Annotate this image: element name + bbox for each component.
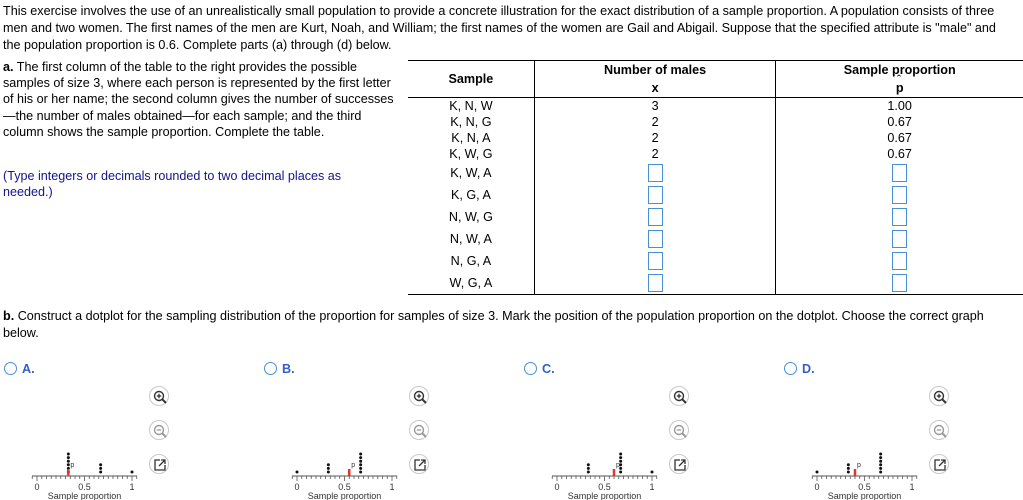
phat-symbol: ˆ p <box>896 81 904 95</box>
cell-sample: N, G, A <box>408 250 534 272</box>
cell-sample: N, W, A <box>408 228 534 250</box>
external-link-button[interactable] <box>409 454 429 474</box>
cell-x <box>534 184 776 206</box>
dot <box>879 453 882 456</box>
cell-p <box>776 184 1023 206</box>
option-label: C. <box>542 362 555 376</box>
tick-label: 0.5 <box>598 482 611 492</box>
sample-table <box>408 60 1023 295</box>
cell-sample: K, G, A <box>408 184 534 206</box>
cell-p <box>776 206 1023 228</box>
part-b-label: b. <box>3 309 15 323</box>
table-row <box>408 272 1023 295</box>
part-a-hint: (Type integers or decimals rounded to two decimal places as needed.) <box>3 169 342 200</box>
dot <box>619 456 622 459</box>
marker-label: p <box>857 462 861 469</box>
tick-label: 0.5 <box>338 482 351 492</box>
dot <box>651 471 654 474</box>
cell-sample: K, N, G <box>408 114 534 130</box>
option-a[interactable] <box>4 362 35 376</box>
table-row <box>408 206 1023 228</box>
part-b-instructions <box>3 308 1021 342</box>
dot <box>327 463 330 466</box>
table-row <box>408 228 1023 250</box>
radio-button[interactable] <box>784 362 797 375</box>
zoom-out-button[interactable] <box>149 420 169 440</box>
answer-input-x[interactable] <box>648 164 663 182</box>
intro-line: This exercise involves the use of an unrealistically small population to provide a concrete illustration for the exact distribution of a sample proportion. A population consists of three <box>3 4 995 18</box>
cell-sample: K, N, A <box>408 130 534 146</box>
external-link-button[interactable] <box>669 454 689 474</box>
radio-button[interactable] <box>4 362 17 375</box>
tick-label: 0 <box>294 482 300 492</box>
dot <box>359 456 362 459</box>
table-row <box>408 162 1023 184</box>
tick-label: 0.5 <box>858 482 871 492</box>
zoom-out-icon <box>412 423 428 439</box>
tick-label: 1 <box>129 482 135 492</box>
part-a-text: The first column of the table to the right provides the possible samples of size 3, where each person is represented by the first letter of his or her name; the second column gives the number of successes—the number of males obtained—for each sample; and the third column shows the sample proportion. Complete the table. <box>3 60 394 139</box>
cell-x: 2 <box>534 146 776 162</box>
dot <box>359 463 362 466</box>
table-row <box>408 146 1023 162</box>
external-link-icon <box>412 457 428 473</box>
tick-label: 0.5 <box>78 482 91 492</box>
external-link-icon <box>932 457 948 473</box>
zoom-out-button[interactable] <box>409 420 429 440</box>
marker-label: p <box>70 462 75 469</box>
intro-text <box>3 3 1023 54</box>
answer-input-x[interactable] <box>648 230 663 248</box>
option-label: B. <box>282 362 295 376</box>
part-b-text: Construct a dotplot for the sampling distribution of the proportion for samples of size 3. Mark the position of the population proportion on the dotplot. Choose the correct graph below. <box>3 309 984 340</box>
dot <box>67 456 70 459</box>
zoom-out-icon <box>932 423 948 439</box>
cell-x <box>534 250 776 272</box>
dot <box>879 471 882 474</box>
intro-line: the population proportion is 0.6. Complete parts (a) through (d) below. <box>3 38 392 52</box>
radio-button[interactable] <box>264 362 277 375</box>
cell-p: 1.00 <box>887 99 912 113</box>
part-a-instructions <box>3 59 398 140</box>
dot <box>327 471 330 474</box>
table-row <box>408 184 1023 206</box>
dot <box>816 471 819 474</box>
option-label: D. <box>802 362 815 376</box>
tick-label: 1 <box>389 482 395 492</box>
zoom-out-button[interactable] <box>669 420 689 440</box>
dot <box>879 467 882 470</box>
x-axis-label: Sample proportion <box>567 491 642 500</box>
external-link-button[interactable] <box>149 454 169 474</box>
cell-x: 2 <box>534 130 776 146</box>
zoom-in-icon <box>932 389 948 405</box>
dot <box>99 471 102 474</box>
cell-p: 0.67 <box>887 147 912 161</box>
dot <box>879 463 882 466</box>
dot <box>847 467 850 470</box>
table-row <box>408 130 1023 146</box>
external-link-icon <box>152 457 168 473</box>
option-b[interactable] <box>264 362 295 376</box>
col-subheader-x: x <box>534 78 776 98</box>
zoom-in-icon <box>672 389 688 405</box>
dot <box>131 471 134 474</box>
table-row <box>408 250 1023 272</box>
answer-input-p[interactable] <box>892 252 907 270</box>
dot <box>587 463 590 466</box>
answer-input-p[interactable] <box>892 186 907 204</box>
tick-label: 1 <box>909 482 915 492</box>
option-d[interactable] <box>784 362 815 376</box>
tick-label: 0 <box>34 482 40 492</box>
zoom-out-icon <box>152 423 168 439</box>
dot <box>879 456 882 459</box>
option-label: A. <box>22 362 35 376</box>
dot <box>847 471 850 474</box>
cell-x: 2 <box>534 114 776 130</box>
answer-input-p[interactable] <box>892 230 907 248</box>
marker-label: p <box>351 462 356 469</box>
option-c[interactable] <box>524 362 555 376</box>
col-subheader-phat <box>776 78 1023 98</box>
answer-input-x[interactable] <box>648 274 663 292</box>
cell-sample: K, N, W <box>408 98 534 115</box>
dot <box>587 471 590 474</box>
dot <box>327 467 330 470</box>
external-link-button[interactable] <box>929 454 949 474</box>
cell-x <box>534 228 776 250</box>
dot <box>847 463 850 466</box>
cell-p <box>776 162 1023 184</box>
tick-label: 0 <box>814 482 820 492</box>
cell-p <box>776 250 1023 272</box>
x-axis-label: Sample proportion <box>307 491 382 500</box>
answer-input-x[interactable] <box>648 252 663 270</box>
cell-p: 0.67 <box>887 131 912 145</box>
zoom-in-button[interactable] <box>149 386 169 406</box>
dot <box>99 463 102 466</box>
tick-label: 1 <box>649 482 655 492</box>
dotplot <box>264 420 404 500</box>
cell-sample: N, W, G <box>408 206 534 228</box>
answer-input-x[interactable] <box>648 208 663 226</box>
cell-p: 0.67 <box>887 115 912 129</box>
dotplot <box>4 420 144 500</box>
table-row <box>408 98 1023 115</box>
dot <box>296 471 299 474</box>
dot <box>587 467 590 470</box>
cell-x <box>534 206 776 228</box>
tick-label: 0 <box>554 482 560 492</box>
zoom-out-button[interactable] <box>929 420 949 440</box>
radio-button[interactable] <box>524 362 537 375</box>
dot <box>359 453 362 456</box>
dot <box>67 453 70 456</box>
dot <box>359 460 362 463</box>
table-row <box>408 114 1023 130</box>
cell-sample: K, W, A <box>408 162 534 184</box>
dotplot <box>784 420 924 500</box>
marker-label: p <box>616 462 620 469</box>
cell-x: 3 <box>534 98 776 115</box>
dot <box>619 453 622 456</box>
dotplot <box>524 420 664 500</box>
answer-input-p[interactable] <box>892 164 907 182</box>
dot <box>359 471 362 474</box>
answer-input-p[interactable] <box>892 274 907 292</box>
zoom-in-icon <box>412 389 428 405</box>
intro-line: men and two women. The first names of the men are Kurt, Noah, and William; the first names of the women are Gail and Abigail. Suppose that the specified attribute is "male" and <box>3 21 996 35</box>
cell-x <box>534 162 776 184</box>
zoom-in-button[interactable] <box>409 386 429 406</box>
col-header-sample: Sample <box>408 61 534 98</box>
col-header-proportion: Sample proportion <box>843 62 956 77</box>
cell-p <box>776 228 1023 250</box>
zoom-in-button[interactable] <box>669 386 689 406</box>
zoom-out-icon <box>672 423 688 439</box>
external-link-icon <box>672 457 688 473</box>
x-axis-label: Sample proportion <box>827 491 902 500</box>
cell-x <box>534 272 776 295</box>
cell-p <box>776 272 1023 295</box>
cell-sample: K, W, G <box>408 146 534 162</box>
col-header-males: Number of males <box>534 61 776 79</box>
x-axis-label: Sample proportion <box>47 491 122 500</box>
answer-input-p[interactable] <box>892 208 907 226</box>
dot <box>619 471 622 474</box>
answer-input-x[interactable] <box>648 186 663 204</box>
dot <box>99 467 102 470</box>
cell-sample: W, G, A <box>408 272 534 295</box>
part-a-label: a. <box>3 60 14 74</box>
dot <box>359 467 362 470</box>
zoom-in-icon <box>152 389 168 405</box>
zoom-in-button[interactable] <box>929 386 949 406</box>
dot <box>879 460 882 463</box>
